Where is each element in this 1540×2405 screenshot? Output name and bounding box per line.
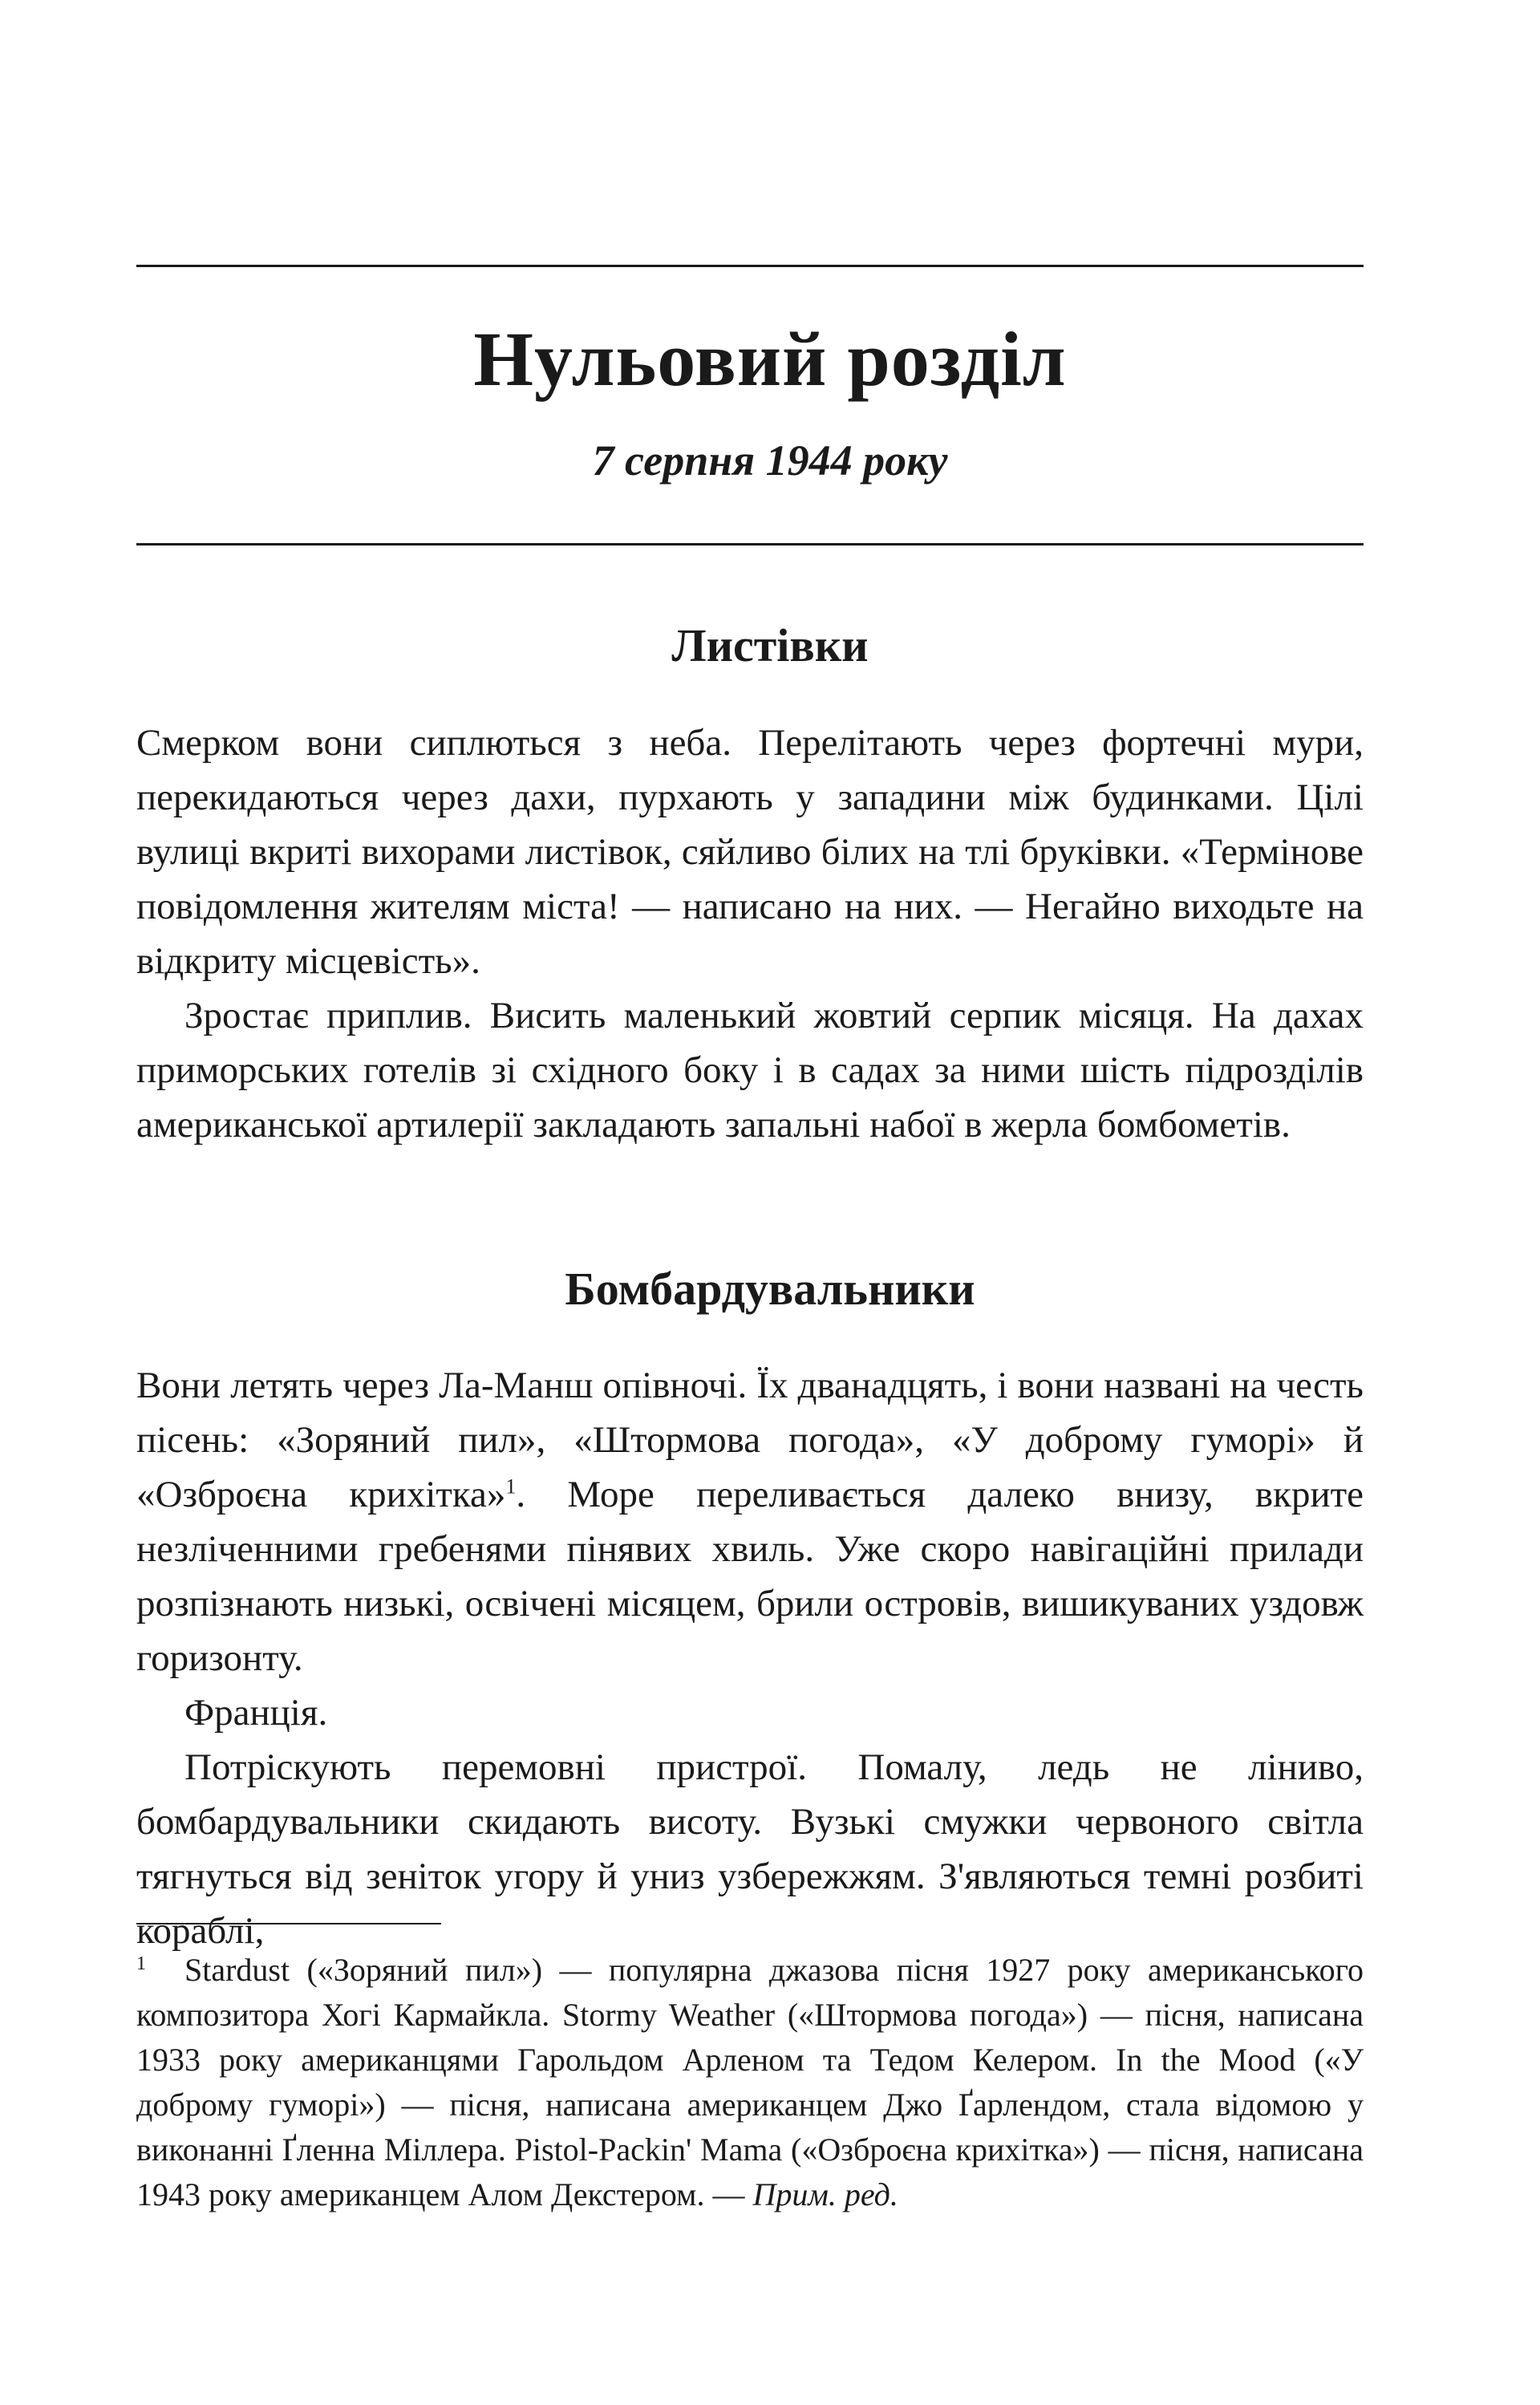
- paragraph: Потріскують перемовні пристрої. Помалу, ледь не ліниво, бомбардувальники скидають висоту. Вузькі смужки червоного світла тягнуться від зеніток угору й униз узбережжям. З'являються темні розбиті кораблі,: [136, 1746, 1364, 1952]
- footnote-note-label: Прим. ред.: [752, 2176, 898, 2212]
- footnote-body: Stardust («Зоряний пил») — популярна джазова пісня 1927 року американського композитора Хогі Кармайкла. Stormy Weather («Штормова погода») — пісня, написана 1933 року американцями Гарольдом Арленом та Тедом Келером. In the Mood («У доброму гуморі») — пісня, написана американцем Джо Ґарлендом, стала відомою у виконанні Ґленна Міллера. Pistol-Packin' Mama («Озброєна крихітка») — пісня, написана 1943 року американцем Алом Декстером.: [136, 1952, 1364, 2212]
- footnote-reference[interactable]: 1: [505, 1474, 517, 1499]
- paragraph: [136, 1358, 1364, 1685]
- section-body-bombers: [136, 1358, 1364, 1958]
- section-title-leaflets: Листівки: [671, 619, 869, 671]
- paragraph: Смерком вони сиплються з неба. Перелітають через фортечні мури, перекидаються через дахи, пурхають у западини між будинками. Цілі вулиці вкриті вихорами листівок, сяйливо білих на тлі бруківки. «Термінове повідомлення жителям міста! — написано на них. — Негайно виходьте на відкриту місцевість».: [136, 722, 1364, 982]
- footnote: [136, 1948, 1364, 2217]
- paragraph-text: . Море переливається далеко внизу, вкрите незліченними гребенями пінявих хвиль. Уже скоро навігаційні прилади розпізнають низькі, освічені місяцем, брили островів, вишикуваних уздовж горизонту.: [136, 1474, 1364, 1679]
- section-title-bombers: Бомбардувальники: [565, 1263, 975, 1315]
- footnote-text: Stardust («Зоряний пил») — популярна джазова пісня 1927 року американського композитора Хогі Кармайкла. Stormy Weather («Штормова погода») — пісня, написана 1933 року американцями Гарольдом Арленом та Тедом Келером. In the Mood («У доброму гуморі») — пісня, написана американцем Джо Ґарлендом, стала відомою у виконанні Ґленна Міллера. Pistol-Packin' Mama («Озброєна крихітка») — пісня, написана 1943 року американцем Алом Декстером. — Прим. ред.: [136, 1952, 1364, 2212]
- section-body-leaflets: [136, 716, 1364, 1152]
- chapter-title: Нульовий розділ: [473, 316, 1067, 402]
- paragraph: Франція.: [184, 1692, 328, 1734]
- top-rule: [136, 265, 1364, 267]
- chapter-date: 7 серпня 1944 року: [592, 436, 948, 485]
- chapter-rule: [136, 543, 1364, 545]
- footnote-marker: 1: [136, 1953, 146, 1974]
- footnote-divider: [136, 1923, 441, 1924]
- paragraph-text: Вони летять через Ла-Манш опівночі. Їх дванадцять, і вони названі на честь пісень: «Зоряний пил», «Штормова погода», «У доброму гуморі» й «Озброєна крихітка»: [136, 1365, 1364, 1515]
- paragraph: Зростає приплив. Висить маленький жовтий серпик місяця. На дахах приморських готелів зі східного боку і в садах за ними шість підрозділів американської артилерії закладають запальні набої в жерла бомбометів.: [136, 995, 1364, 1146]
